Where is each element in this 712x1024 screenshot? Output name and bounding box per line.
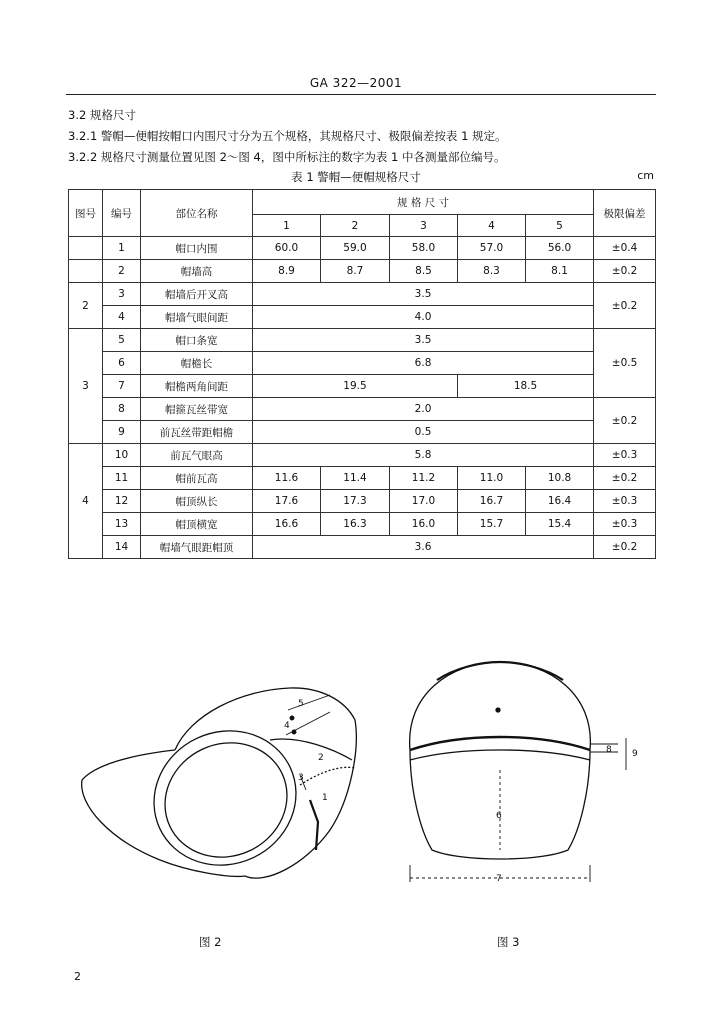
fig2-mark: 4: [284, 721, 290, 731]
row-value: 6.8: [253, 352, 594, 375]
row-value: 17.3: [321, 490, 390, 513]
header-figure: 图号: [69, 190, 103, 237]
figure-3-cap-drawing: [410, 662, 626, 882]
row-value: 8.5: [390, 260, 458, 283]
table-row: [69, 513, 656, 536]
cap-top-seam: [437, 662, 563, 680]
cap-band-top: [410, 737, 590, 750]
fig3-mark: 7: [496, 874, 502, 884]
table-row: [69, 329, 656, 352]
row-part: 帽檐两角间距: [141, 375, 253, 398]
row-part: 帽前瓦高: [141, 467, 253, 490]
spec-table: [68, 189, 656, 559]
row-part: 前瓦丝带距帽檐: [141, 421, 253, 444]
figure-3-marks: [496, 745, 638, 884]
table-row: [69, 444, 656, 467]
table-row: [69, 490, 656, 513]
row-value: 11.0: [458, 467, 526, 490]
fig2-mark: 3: [298, 773, 304, 783]
row-value: 16.7: [458, 490, 526, 513]
row-value: 3.5: [253, 329, 594, 352]
figure-2-caption: 图 2: [199, 935, 222, 949]
cap-opening-rim: [132, 708, 318, 888]
row-tolerance: ±0.4: [594, 237, 656, 260]
row-number: 11: [103, 467, 141, 490]
dimension-line: [288, 695, 330, 710]
row-value: 5.8: [253, 444, 594, 467]
row-tolerance: ±0.2: [594, 467, 656, 490]
eyelet-dot: [292, 730, 296, 734]
figure-2-cap-drawing: [82, 688, 357, 888]
table-row: [69, 306, 656, 329]
row-part: 帽箍瓦丝带宽: [141, 398, 253, 421]
row-part: 帽墙高: [141, 260, 253, 283]
table-title: 表 1 警帽—便帽规格尺寸: [291, 170, 421, 184]
fig3-mark: 8: [606, 745, 612, 755]
row-value: 58.0: [390, 237, 458, 260]
row-value: 2.0: [253, 398, 594, 421]
row-number: 2: [103, 260, 141, 283]
row-part: 帽墙气眼距帽顶: [141, 536, 253, 559]
row-tolerance: ±0.2: [594, 260, 656, 283]
row-value: 0.5: [253, 421, 594, 444]
row-value: 16.3: [321, 513, 390, 536]
row-value: 8.3: [458, 260, 526, 283]
eyelet-dot: [290, 716, 294, 720]
cap-band-line: [270, 739, 352, 760]
fig2-mark: 2: [318, 753, 324, 763]
row-value: 3.6: [253, 536, 594, 559]
row-value: 57.0: [458, 237, 526, 260]
cap-inner-rim: [146, 723, 306, 877]
figure-group: 4: [69, 444, 103, 559]
row-value: 15.4: [526, 513, 594, 536]
fig2-mark: 5: [298, 699, 304, 709]
row-number: 6: [103, 352, 141, 375]
cap-stitch-line: [300, 767, 355, 785]
row-number: 12: [103, 490, 141, 513]
size-2: 2: [321, 215, 390, 237]
header-number: 编号: [103, 190, 141, 237]
row-value: 3.5: [253, 283, 594, 306]
figure-group: 3: [69, 329, 103, 444]
table-header-row: [69, 190, 656, 215]
table-unit: cm: [637, 169, 654, 182]
size-1: 1: [253, 215, 321, 237]
row-tolerance: ±0.2: [594, 398, 656, 444]
figure-3-caption: 图 3: [497, 935, 520, 949]
row-part: 帽墙后开叉高: [141, 283, 253, 306]
row-tolerance: ±0.2: [594, 283, 656, 329]
row-part: 帽顶横宽: [141, 513, 253, 536]
page-number: 2: [74, 970, 81, 983]
row-value: 4.0: [253, 306, 594, 329]
row-value: 60.0: [253, 237, 321, 260]
table-row: [69, 398, 656, 421]
cap-body-outline: [175, 688, 356, 878]
row-number: 1: [103, 237, 141, 260]
row-value: 16.0: [390, 513, 458, 536]
figures-drawing: [0, 640, 712, 900]
section-heading: 3.2 规格尺寸: [68, 108, 136, 122]
row-value: 8.9: [253, 260, 321, 283]
header-spec: 规 格 尺 寸: [253, 190, 594, 215]
row-number: 3: [103, 283, 141, 306]
fig3-mark: 6: [496, 811, 502, 821]
fig3-mark: 9: [632, 749, 638, 759]
row-tolerance: ±0.2: [594, 536, 656, 559]
document-code-header: GA 322—2001: [309, 76, 403, 90]
row-part: 前瓦气眼高: [141, 444, 253, 467]
cap-band-bottom: [410, 750, 590, 760]
row-tolerance: ±0.3: [594, 490, 656, 513]
row-value: 8.1: [526, 260, 594, 283]
row-part: 帽口内围: [141, 237, 253, 260]
row-number: 8: [103, 398, 141, 421]
row-tolerance: ±0.3: [594, 444, 656, 467]
row-value: 10.8: [526, 467, 594, 490]
header-part: 部位名称: [141, 190, 253, 237]
back-slit-line: [310, 800, 318, 850]
table-row: [69, 375, 656, 398]
row-value: 16.6: [253, 513, 321, 536]
table-row: [69, 352, 656, 375]
table-row: [69, 283, 656, 306]
row-tolerance: ±0.5: [594, 329, 656, 398]
row-number: 10: [103, 444, 141, 467]
row-number: 14: [103, 536, 141, 559]
header-tolerance: 极限偏差: [594, 190, 656, 237]
row-value: 11.6: [253, 467, 321, 490]
paragraph-3-2-2: 3.2.2 规格尺寸测量位置见图 2～图 4，图中所标注的数字为表 1 中各测量部位编号。: [68, 150, 506, 164]
row-value: 11.4: [321, 467, 390, 490]
table-row: [69, 260, 656, 283]
row-number: 5: [103, 329, 141, 352]
paragraph-3-2-1: 3.2.1 警帽—便帽按帽口内围尺寸分为五个规格，其规格尺寸、极限偏差按表 1 规定。: [68, 129, 507, 143]
row-value: 15.7: [458, 513, 526, 536]
figure-cell-empty: [69, 237, 103, 260]
header-rule: [66, 94, 656, 95]
row-number: 9: [103, 421, 141, 444]
figure-cell-empty: [69, 260, 103, 283]
table-row: [69, 536, 656, 559]
row-number: 4: [103, 306, 141, 329]
size-4: 4: [458, 215, 526, 237]
row-value: 17.6: [253, 490, 321, 513]
row-number: 13: [103, 513, 141, 536]
fig2-mark: 1: [322, 793, 328, 803]
table-row: [69, 421, 656, 444]
row-tolerance: ±0.3: [594, 513, 656, 536]
row-value: 18.5: [458, 375, 594, 398]
row-part: 帽檐长: [141, 352, 253, 375]
row-value: 17.0: [390, 490, 458, 513]
row-value: 56.0: [526, 237, 594, 260]
size-3: 3: [390, 215, 458, 237]
row-part: 帽墙气眼间距: [141, 306, 253, 329]
row-value: 59.0: [321, 237, 390, 260]
figure-2-marks: [284, 699, 328, 803]
row-part: 帽顶纵长: [141, 490, 253, 513]
row-value: 8.7: [321, 260, 390, 283]
row-number: 7: [103, 375, 141, 398]
size-5: 5: [526, 215, 594, 237]
row-value: 19.5: [253, 375, 458, 398]
row-value: 16.4: [526, 490, 594, 513]
row-part: 帽口条宽: [141, 329, 253, 352]
figure-group: 2: [69, 283, 103, 329]
table-row: [69, 467, 656, 490]
table-row: [69, 237, 656, 260]
row-value: 11.2: [390, 467, 458, 490]
front-eyelet: [496, 708, 500, 712]
